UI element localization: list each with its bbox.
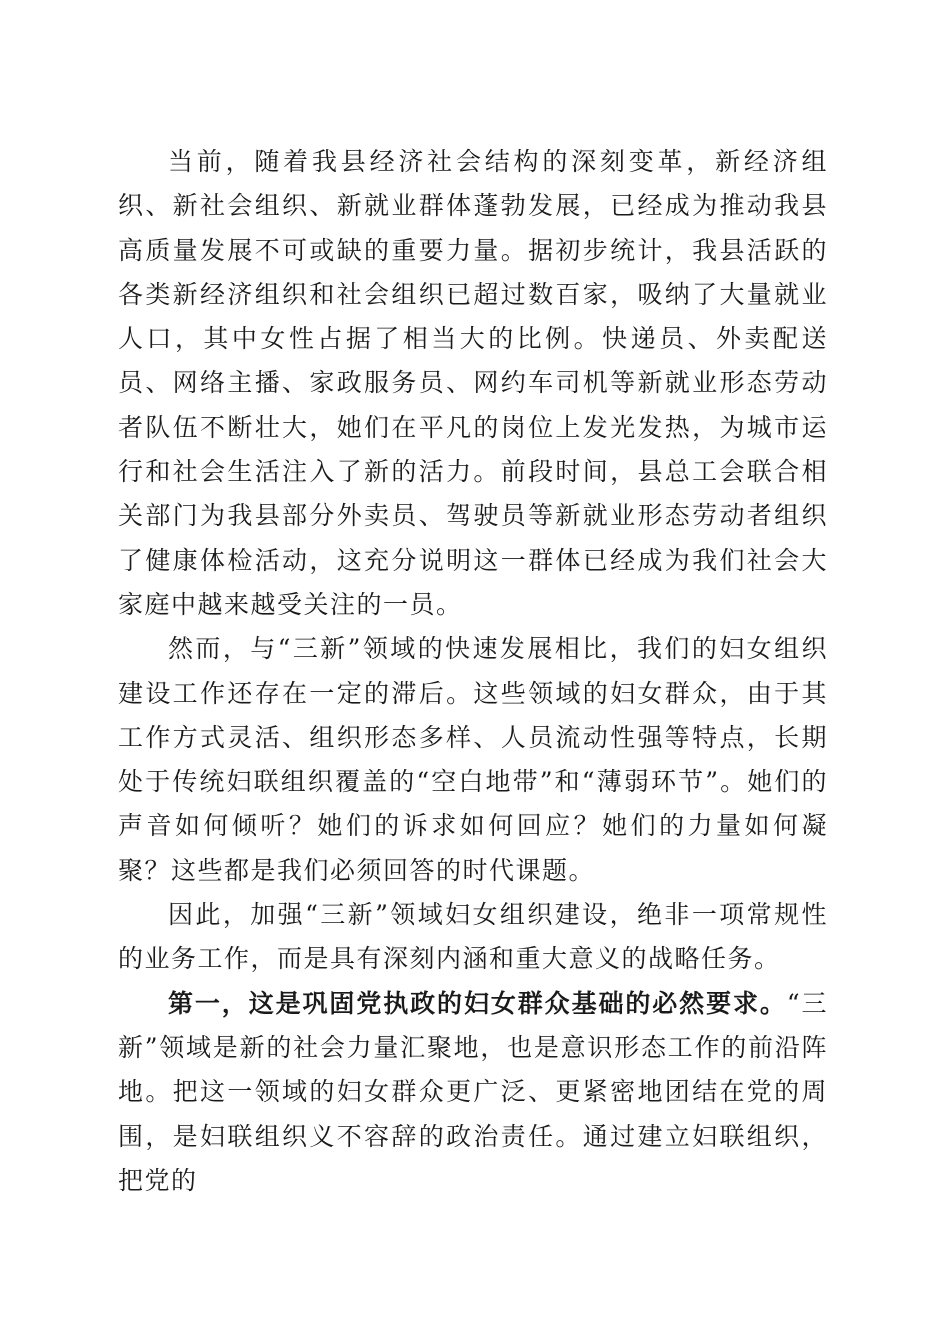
- paragraph-text: 然而，与“三新”领域的快速发展相比，我们的妇女组织建设工作还存在一定的滞后。这些领域的妇女群众，由于其工作方式灵活、组织形态多样、人员流动性强等特点，长期处于传统妇联组织覆盖的“空白地带”和“薄弱环节”。她们的声音如何倾听？她们的诉求如何回应？她们的力量如何凝聚？这些都是我们必须回答的时代课题。: [118, 634, 828, 885]
- paragraph-text: “三新”领域是新的社会力量汇聚地，也是意识形态工作的前沿阵地。把这一领域的妇女群众更广泛、更紧密地团结在党的周围，是妇联组织义不容辞的政治责任。通过建立妇联组织，把党的: [118, 988, 828, 1195]
- paragraph-text: 当前，随着我县经济社会结构的深刻变革，新经济组织、新社会组织、新就业群体蓬勃发展，已经成为推动我县高质量发展不可或缺的重要力量。据初步统计，我县活跃的各类新经济组织和社会组织已超过数百家，吸纳了大量就业人口，其中女性占据了相当大的比例。快递员、外卖配送员、网络主播、家政服务员、网约车司机等新就业形态劳动者队伍不断壮大，她们在平凡的岗位上发光发热，为城市运行和社会生活注入了新的活力。前段时间，县总工会联合相关部门为我县部分外卖员、驾驶员等新就业形态劳动者组织了健康体检活动，这充分说明这一群体已经成为我们社会大家庭中越来越受关注的一员。: [118, 147, 828, 619]
- paragraph-strategic-task: [118, 893, 828, 982]
- paragraph-first-point: [118, 982, 828, 1203]
- document-body: [118, 140, 828, 1203]
- paragraph-current-situation: [118, 140, 828, 627]
- paragraph-lagging-issues: [118, 627, 828, 893]
- paragraph-lead-sentence: 第一，这是巩固党执政的妇女群众基础的必然要求。: [168, 988, 787, 1018]
- paragraph-text: 因此，加强“三新”领域妇女组织建设，绝非一项常规性的业务工作，而是具有深刻内涵和重大意义的战略任务。: [118, 900, 828, 974]
